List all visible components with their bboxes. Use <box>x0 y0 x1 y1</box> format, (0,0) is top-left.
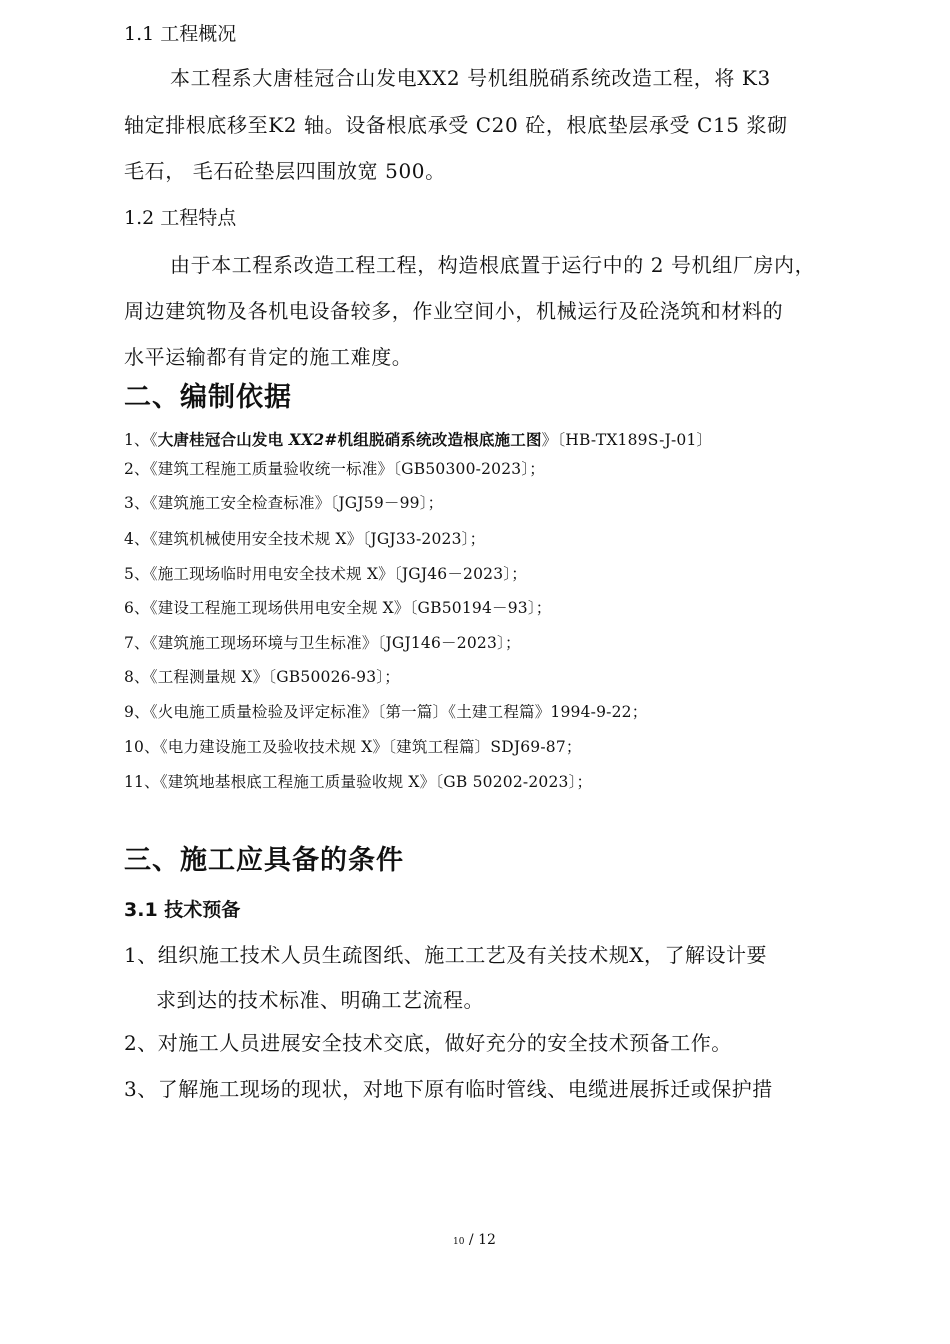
task-line: 2、对施工人员进展安全技术交底，做好充分的安全技术预备工作。 <box>124 1031 732 1055</box>
reference-item: 7、《建筑施工现场环境与卫生标准》〔JGJ146－2023〕； <box>124 634 521 652</box>
task-line: 求到达的技术标准、明确工艺流程。 <box>156 988 484 1012</box>
reference-item: 4、《建筑机械使用安全技术规 X》〔JGJ33-2023〕； <box>124 530 486 548</box>
section-1-2-heading: 1.2 工程特点 <box>124 207 237 229</box>
section-2-heading: 二、编制依据 <box>124 382 292 413</box>
page-total: 12 <box>478 1232 496 1248</box>
page-separator: / <box>464 1232 479 1248</box>
section-3-1-heading: 3.1 技术预备 <box>124 899 241 921</box>
reference-title-bold: 大唐桂冠合山发电 <box>157 431 289 449</box>
task-line: 3、了解施工现场的现状，对地下原有临时管线、电缆进展拆迁或保护措 <box>124 1077 773 1101</box>
reference-suffix: 》〔HB-TX189S-J-01〕 <box>541 431 713 449</box>
reference-title-bold-italic: XX2# <box>288 430 338 449</box>
paragraph-line: 轴定排根底移至K2 轴。设备根底承受 C20 砼，根底垫层承受 C15 浆砌 <box>124 113 788 137</box>
paragraph-line: 本工程系大唐桂冠合山发电XX2 号机组脱硝系统改造工程，将 K3 <box>170 66 771 90</box>
paragraph-line: 由于本工程系改造工程工程，构造根底置于运行中的 2 号机组厂房内， <box>170 253 816 277</box>
page-number <box>453 1232 496 1248</box>
reference-item: 10、《电力建设施工及验收技术规 X》〔建筑工程篇〕SDJ69-87； <box>124 738 582 756</box>
section-3-heading: 三、施工应具备的条件 <box>124 845 404 876</box>
paragraph-line: 周边建筑物及各机电设备较多，作业空间小，机械运行及砼浇筑和材料的 <box>124 299 784 323</box>
reference-item: 2、《建筑工程施工质量验收统一标准》〔GB50300-2023〕； <box>124 460 545 478</box>
reference-item: 8、《工程测量规 X》〔GB50026-93〕； <box>124 668 400 686</box>
reference-prefix: 1、《 <box>124 431 158 449</box>
reference-item: 3、《建筑施工安全检查标准》〔JGJ59－99〕； <box>124 494 444 512</box>
paragraph-line: 水平运输都有肯定的施工难度。 <box>124 345 413 369</box>
page-current: 10 <box>453 1237 465 1247</box>
reference-item <box>124 428 712 450</box>
task-line: 1、组织施工技术人员生疏图纸、施工工艺及有关技术规X，了解设计要 <box>124 943 767 967</box>
reference-item: 11、《建筑地基根底工程施工质量验收规 X》〔GB 50202-2023〕； <box>124 773 593 791</box>
section-1-1-heading: 1.1 工程概况 <box>124 23 237 45</box>
reference-title-bold: 机组脱硝系统改造根底施工图 <box>337 431 542 449</box>
paragraph-line: 毛石， 毛石砼垫层四围放宽 500。 <box>124 159 446 183</box>
reference-item: 9、《火电施工质量检验及评定标准》〔第一篇〕《土建工程篇》1994-9-22； <box>124 703 648 721</box>
reference-item: 6、《建设工程施工现场供用电安全规 X》〔GB50194－93〕； <box>124 599 552 617</box>
reference-item: 5、《施工现场临时用电安全技术规 X》〔JGJ46－2023〕； <box>124 565 527 583</box>
